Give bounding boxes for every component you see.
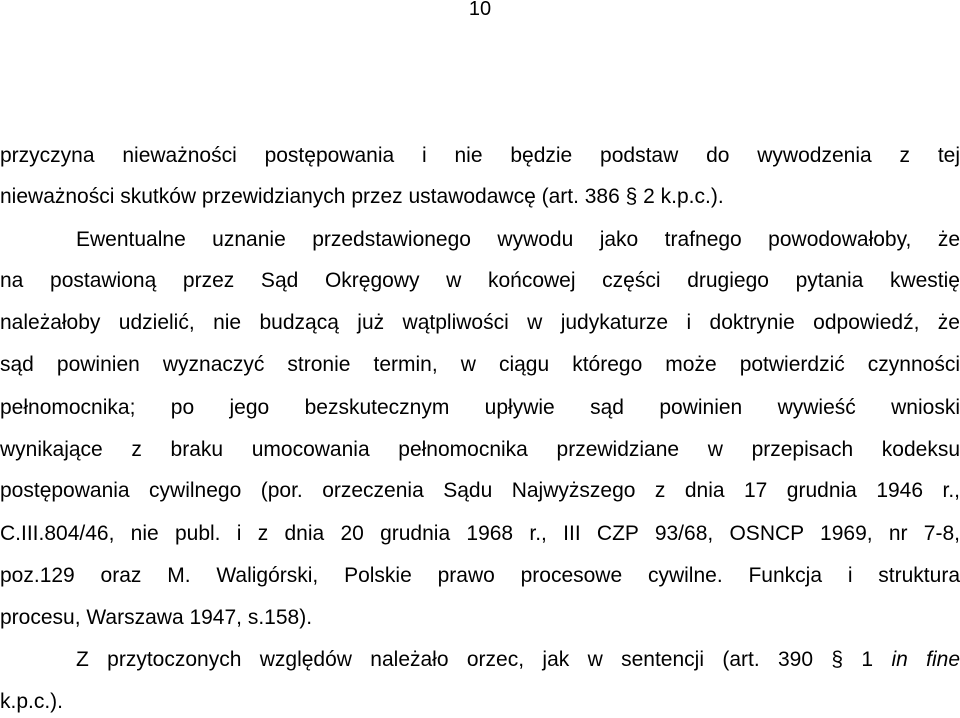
text-line: C.III.804/46, nie publ. i z dnia 20 grudnia 1968 r., III CZP 93/68, OSNCP 1969, nr 7-8, [0, 522, 960, 545]
text-line: należałoby udzielić, nie budzącą już wątpliwości w judykaturze i doktrynie odpowiedź, że [0, 311, 960, 334]
text-line: przyczyna nieważności postępowania i nie będzie podstaw do wywodzenia z tej [0, 144, 960, 167]
text-line: na postawioną przez Sąd Okręgowy w końcowej części drugiego pytania kwestię [0, 269, 960, 292]
text-line: Ewentualne uznanie przedstawionego wywodu jako trafnego powodowałoby, że [76, 228, 960, 251]
text-run: Z przytoczonych względów należało orzec, jak w sentencji (art. 390 § 1 [76, 648, 874, 671]
text-line: postępowania cywilnego (por. orzeczenia Sądu Najwyższego z dnia 17 grudnia 1946 r., [0, 479, 960, 502]
page-number: 10 [468, 0, 492, 20]
text-line: k.p.c.). [0, 690, 64, 713]
text-line: procesu, Warszawa 1947, s.158). [0, 606, 313, 629]
italic-phrase: in fine [891, 648, 960, 671]
text-line: nieważności skutków przewidzianych przez ustawodawcę (art. 386 § 2 k.p.c.). [0, 185, 724, 208]
text-line: poz.129 oraz M. Waligórski, Polskie prawo procesowe cywilne. Funkcja i struktura [0, 564, 960, 587]
text-line-final [0, 647, 960, 673]
text-line: sąd powinien wyznaczyć stronie termin, w ciągu którego może potwierdzić czynności [0, 353, 960, 376]
text-line: pełnomocnika; po jego bezskutecznym upływie sąd powinien wywieść wnioski [0, 396, 960, 419]
text-line: wynikające z braku umocowania pełnomocnika przewidziane w przepisach kodeksu [0, 438, 960, 461]
